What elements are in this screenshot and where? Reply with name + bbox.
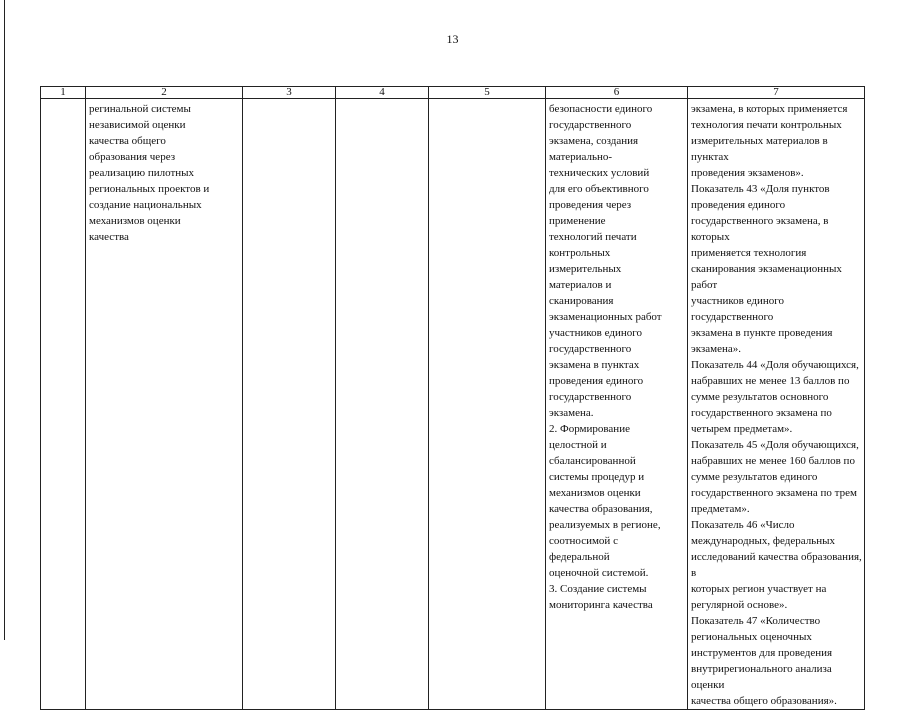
- column-header-2: 2: [86, 87, 243, 99]
- cell-col-6: [546, 99, 688, 710]
- cell-col-2: [86, 99, 243, 710]
- page-number: 13: [446, 32, 459, 46]
- column-header-5: 5: [429, 87, 546, 99]
- cell-text: регинальной системы независимой оценки качества общего образования через реализацию пилотных региональных проектов и создание национальных механизмов оценки качества: [89, 103, 210, 243]
- cell-col-7: [688, 99, 865, 710]
- cell-col-5: [429, 99, 546, 710]
- cell-text: экзамена, в которых применяется технология печати контрольных измерительных материалов в пунктах проведения экзаменов». Показатель 43 «Доля пунктов проведения единого государственного экзамена, в которых применяется технология сканирования экзаменационных работ участников единого государственного экзамена в пункте проведения экзамена». Показатель 44 «Доля обучающихся, набравших не менее 13 баллов по сумме результатов основного государственного экзамена по четырем предметам». Показатель 45 «Доля обучающихся, набравших не менее 160 баллов по сумме результатов единого государственного экзамена по трем предметам». Показатель 46 «Число международных, федеральных исследований качества образования, в которых регион участвует на регулярной основе». Показатель 47 «Количество региональных оценочных инструментов для проведения внутрирегионального анализа оценки качества общего образования».: [691, 103, 862, 707]
- cell-col-3: [243, 99, 336, 710]
- cell-col-1: [41, 99, 86, 710]
- column-header-6: 6: [546, 87, 688, 99]
- column-header-7: 7: [688, 87, 865, 99]
- column-header-3: 3: [243, 87, 336, 99]
- document-table: [40, 86, 865, 710]
- table-row: [41, 99, 865, 710]
- column-header-1: 1: [41, 87, 86, 99]
- cell-text: безопасности единого государственного экзамена, создания материально- технических условий для его объективного проведения через применение технологий печати контрольных измерительных материалов и сканирования экзаменационных работ участников единого государственного экзамена в пунктах проведения единого государственного экзамена. 2. Формирование целостной и сбалансированной системы процедур и механизмов оценки качества образования, реализуемых в регионе, соотносимой с федеральной оценочной системой. 3. Создание системы мониторинга качества: [549, 103, 662, 611]
- cell-col-4: [336, 99, 429, 710]
- column-number-row: [41, 87, 865, 99]
- page-left-edge-line: [4, 0, 5, 640]
- column-header-4: 4: [336, 87, 429, 99]
